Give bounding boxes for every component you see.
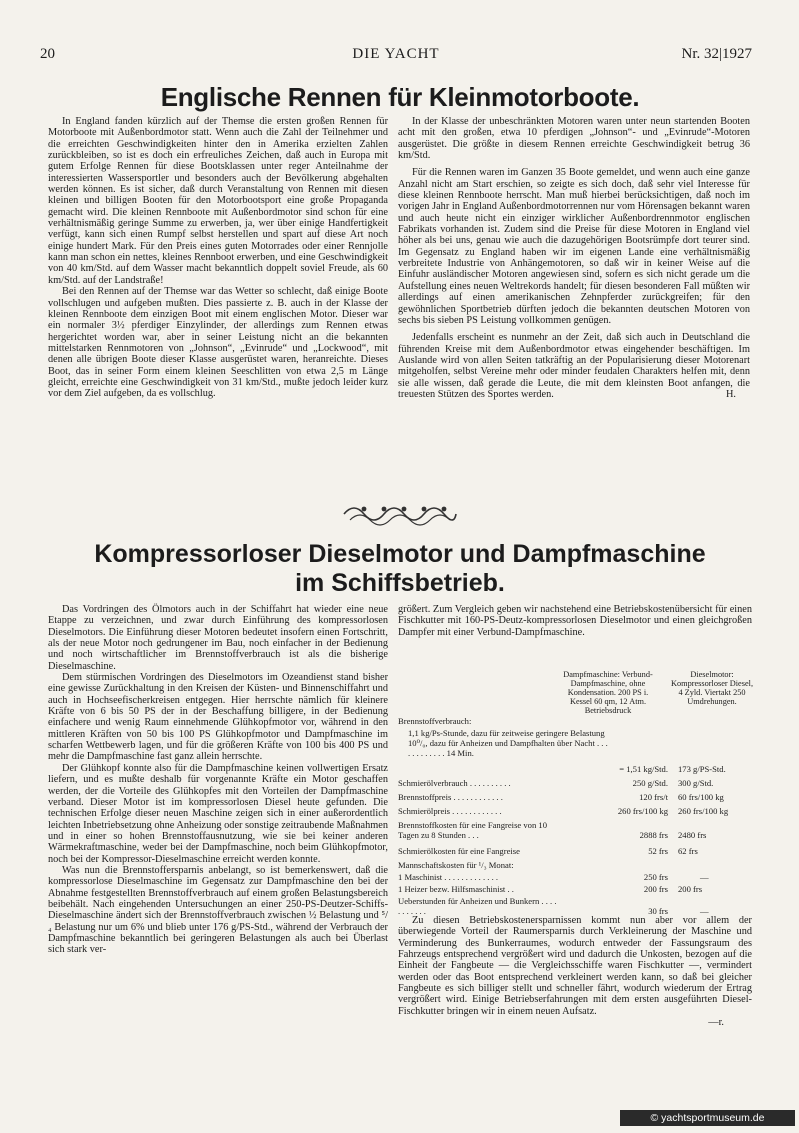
table-cell-label: 1,1 kg/Ps-Stunde, dazu für zeitweise geringere Belastung 10⁰/₀, dazu für Anheizen und Dampfhalten über Nacht . . . . . . . . . . . . 14 Min. xyxy=(408,728,608,758)
table-cell-diesel: — xyxy=(700,872,709,882)
paragraph: Das Vordringen des Ölmotors auch in der Schiffahrt hat wieder eine neue Etappe zu verzeichnen, und zwar durch Einführung des kompressorlosen Dieselmotors. Die Einführung dieser Motoren bedeutet insofern einen Fortschritt, als der neue Motor noch gedrungener im Bau, noch einfacher in der Bedienung und noch wirtschaftlicher im Brennstoffverbrauch ist als die bisherige Dieselmaschine. xyxy=(48,604,388,672)
table-cell-steam: 260 frs/100 kg xyxy=(617,806,668,816)
table-row xyxy=(398,820,758,842)
article2-title xyxy=(40,540,760,598)
article1-column-right xyxy=(398,116,750,401)
article1-title: Englische Rennen für Kleinmotorboote. xyxy=(160,82,640,112)
paragraph: In England fanden kürzlich auf der Themse die ersten großen Rennen für Motorboote mit Außenbordmotor statt. Wenn auch die Zahl der Teilnehmer und die erreichten Geschwindigkeiten hinter den in Amerika erzielten Zahlen zurückbleiben, so ist es doch ein erfreuliches Zeichen, daß auch in Europa mit gutem Erfolge Rennen für diese Bootsklassen unter reger Anteilnahme der interessierten Wassersportler und besonders auch der Bevölkerung abgehalten werden können. Es ist sicher, daß durch Veranstaltung von Rennen mit diesen kleinen und billigen Booten für den Motorbootsport eine große Propaganda gemacht wird. Die kleinen Rennboote mit Außenbordmotor sind schon für eine verhältnismäßig geringe Summe zu erwerben, ja, wer über einige Handfertigkeit verfügt, kann sich einen Rumpf selbst herstellen und spart auf diese Art noch einige hundert Mark. Für den Preis eines guten Motorrades oder einer Rennjolle kann man schon ein nettes, kleines Rennboot erwerben, und eine Geschwindigkeit von 40 km/Std. auf dem Wasser macht bekanntlich doppelt soviel Freude, als 60 km/Std. auf der Landstraße! xyxy=(48,116,388,286)
table-cell-steam: 120 frs/t xyxy=(639,792,668,802)
table-cell-label: Ueberstunden für Anheizen und Bunkern . . . . . . . . . . . xyxy=(398,896,557,916)
article2-column-right-intro xyxy=(398,604,752,638)
article2-column-right-end xyxy=(398,915,752,1028)
table-cell-label: Brennstoffverbrauch: xyxy=(398,716,472,726)
table-cell-diesel: 173 g/PS-Std. xyxy=(678,764,726,774)
table-cell-steam: 200 frs xyxy=(643,884,668,894)
paragraph: Dem stürmischen Vordringen des Dieselmotors im Ozeandienst stand bisher eine gewisse Zurückhaltung in den Kreisen der Küsten- und Binnenschiffahrt und auch in Hochseefischerkreisen entgegen. Hier herrschte nämlich für kleinere Kräfte von 6 bis 50 PS der in der Beschaffung billigere, in der Bedienung einfachere und wenig Raum einnehmende Glühkopfmotor vor, während in den mittleren Kräften von 50 bis 100 PS Glühkopfmotor und Dampfmaschine im scharfen Wettbewerb lagen, und für die größeren Kräfte von 100 bis 400 PS und mehr die Dampfmaschine fast ganz allein herrschte. xyxy=(48,672,388,763)
table-cell-label: Brennstoffpreis . . . . . . . . . . . . xyxy=(398,792,503,802)
table-cell-diesel: 60 frs/100 kg xyxy=(678,792,724,802)
table-cell-label: 1 Maschinist . . . . . . . . . . . . . xyxy=(398,872,499,882)
paragraph: Zu diesen Betriebskostenersparnissen kommt nun aber vor allem der überwiegende Vorteil der Raumersparnis durch Verkleinerung der Maschine und Verminderung des Bunkerraumes, wodurch entweder der Fassungsraum des Fahrzeugs entsprechend vergrößert wird und dadurch die Unkosten, bezogen auf die Einheit der Fangbeute — die Vergleichsschiffe waren Fischkutter —, vermindert werden oder das Boot entsprechend verkleinert werden kann, so daß bei gleicher Fangbeute es sich billiger stellt und schneller fährt, wodurch wiederum der Ertrag vergrößert wird. Einige Betriebserfahrungen mit dem ersten ausgeführten Diesel-Fischkutter bringen wir in einem neuen Aufsatz. xyxy=(398,915,752,1017)
table-cell-diesel: 260 frs/100 kg xyxy=(678,806,729,816)
table-cell-diesel: 2480 frs xyxy=(678,830,707,840)
article2-title-line2: im Schiffsbetrieb. xyxy=(295,569,505,597)
paragraph: In der Klasse der unbeschränkten Motoren waren unter neun startenden Booten acht mit den großen, etwa 10 pferdigen „Johnson“- und „Evinrude“-Motoren ausgerüstet. Die größte in diesem Rennen erreichte Geschwindigkeit betrug 36 km/Std. xyxy=(398,116,750,162)
table-cell-steam: = 1,51 kg/Std. xyxy=(619,764,668,774)
paragraph: Was nun die Brennstoffersparnis anbelangt, so ist bemerkenswert, daß die kompressorlose Dieselmaschine im Gegensatz zur Dampfmaschine den bei der Abnahme festgestellten Brennstoffverbrauch auf einem großen Belastungsbereich beibehält. Nach eingehenden Untersuchungen an einer 250-PS-Deutzer-Schiffs-Dieselmaschine ändert sich der Brennstoffverbrauch zwischen ½ Belastung und ⁵/₄ Belastung nur um 6% und blieb unter 176 g/PS-Std., während der Verbrauch der Dampfmaschine bekanntlich bei geringeren Belastungen als auch bei Überlast sich stark ver- xyxy=(48,864,388,956)
table-cell-diesel: — xyxy=(700,906,709,916)
table-header-steam: Dampfmaschine: Verbund-Dampfmaschine, ohne Kondensation. 200 PS i. Kessel 60 qm, 12 Atm. Betriebsdruck xyxy=(563,670,653,715)
article2-column-left xyxy=(48,604,388,956)
page-number: 20 xyxy=(40,46,55,62)
table-row xyxy=(398,896,758,916)
copyright-watermark: © yachtsportmuseum.de xyxy=(620,1110,795,1126)
table-cell-diesel: 62 frs xyxy=(678,846,698,856)
table-cell-label: Schmierölkosten für eine Fangreise xyxy=(398,846,520,856)
table-cell-steam: 250 g/Std. xyxy=(632,778,668,788)
paragraph: Der Glühkopf konnte also für die Dampfmaschine keinen vollwertigen Ersatz liefern, und es mußte deshalb für vorgenannte Kräfte ein Motor geschaffen werden, der die Vorteile des Glühkopfes mit den Vorteilen der Dampfmaschine verband. Dieser Motor ist im kompressorlosen Diesel heute gefunden. Die technischen Erfolge dieser neuen Maschine zeigen sich in einer außerordentlich leichten Inbetriebsetzung ohne Anheizung oder sonstige zeitraubende Maßnahmen und in einer so hohen Brennstoffausnutzung, wie sie bei keiner anderen Wärmekraftmaschine, weder bei der Dampfmaschine, noch beim Glühkopfmotor, noch bei der Kompressor-Dieselmaschine erreicht werden konnte. xyxy=(48,762,388,865)
table-row xyxy=(398,728,758,772)
table-cell-steam: 2888 frs xyxy=(639,830,668,840)
table-cell-label: Schmierölverbrauch . . . . . . . . . . xyxy=(398,778,511,788)
table-cell-label: Schmierölpreis . . . . . . . . . . . . xyxy=(398,806,502,816)
article1-column-left xyxy=(48,116,388,400)
table-cell-steam: 30 frs xyxy=(648,906,668,916)
magazine-title: DIE YACHT xyxy=(352,46,440,62)
table-header-diesel: Dieselmotor: Kompressorloser Diesel, 4 Zyld. Viertakt 250 Umdrehungen. xyxy=(670,670,754,706)
article1-signature: H. xyxy=(725,389,736,401)
article2-signature: —r. xyxy=(708,1017,724,1029)
table-cell-diesel: 200 frs xyxy=(678,884,703,894)
article2-title-line1: Kompressorloser Dieselmotor und Dampfmaschine xyxy=(94,540,706,568)
table-cell-diesel: 300 g/Std. xyxy=(678,778,714,788)
table-cell-label: Brennstoffkosten für eine Fangreise von 10 Tagen zu 8 Stunden . . . xyxy=(398,820,548,840)
decorative-wave-ornament-icon xyxy=(340,500,460,526)
table-cell-label: 1 Heizer bezw. Hilfsmaschinist . . xyxy=(398,884,514,894)
paragraph: größert. Zum Vergleich geben wir nachstehend eine Betriebskostenübersicht für einen Fischkutter mit 160-PS-Deutz-kompressorlosen Dieselmotor und einen gleichgroßen Dampfer mit einer Verbund-Dampfmaschine. xyxy=(398,604,752,638)
paragraph: Für die Rennen waren im Ganzen 35 Boote gemeldet, und wenn auch eine ganze Anzahl nicht am Start erschien, so zeigte es sich doch, daß sehr viel Interesse für diese kleinen Rennboote herrscht. Man muß hierbei berücksichtigen, daß noch im vorigen Jahr in England Außenbordmotorrennen nur vom Hörensagen bekannt waren und auch heute nicht ein einziger wirklicher Außenbordrennmotor englischen Fabrikats vorhanden ist. Zudem sind die Preise für diese Motoren in England viel höher als bei uns, genau wie auch die dazugehörigen Bootsrümpfe dort teurer sind. Im Gegensatz zu England haben wir im eigenen Lande eine verhältnismäßig verbreitete Industrie von Anhängemotoren, so daß wir in keiner Weise auf die Einfuhr ausländischer Motoren angewiesen sind, sofern es sich nicht gerade um die Aufstellung eines neuen Weltrekords handelt; für diesen besonderen Fall müßten wir allerdings auf einen amerikanischen Zehnpferder zurückgreifen; für den gewöhnlichen Sportbetrieb dürften jedoch die bekannten deutschen Motoren von sechs bis sieben PS Leistung vollkommen genügen. xyxy=(398,167,750,326)
table-cell-steam: 52 frs xyxy=(648,846,668,856)
paragraph: Jedenfalls erscheint es nunmehr an der Zeit, daß sich auch in Deutschland die führenden Kreise mit dem Außenbordmotor etwas eingehender beschäftigen. Im Auslande wird von allen Seiten tatkräftig an der Popularisierung dieser Motorenart mitgeholfen, selbst Vereine mehr oder minder feudalen Charakters helfen mit, denn sie alle wissen, daß gerade die Leute, die mit dem kleinsten Boot anfangen, die treuesten Stützen des Sportes werden. xyxy=(398,332,750,400)
running-header xyxy=(40,46,752,66)
issue-number: Nr. 32|1927 xyxy=(681,46,752,62)
table-cell-label: Mannschaftskosten für ¹/₃ Monat: xyxy=(398,860,514,870)
table-cell-steam: 250 frs xyxy=(643,872,668,882)
paragraph: Bei den Rennen auf der Themse war das Wetter so schlecht, daß einige Boote vollschlugen und aufgeben mußten. Dies passierte z. B. auch in der Klasse der kleinen Rennboote dem einzigen Boot mit einem englischen Motor. Dieser war ein normaler 3½ pferdiger Einzylinder, der allerdings zum Rennen etwas hergerichtet worden war, aber in seiner Leistung nicht an die bekannten mittelstarken Rennmotoren von „Johnson“, „Evinrude“ und „Lockwood“, mit denen alle übrigen Boote dieser Klasse ausgerüstet waren, heranreichte. Dieses Boot, das in seiner Form einem kleinen Seeschlitten von etwa 2,5 m Länge gleicht, erreichte eine Geschwindigkeit von 31 km/Std., mußte jedoch leider kurz vor dem Ziel aufgeben, da es vollschlug. xyxy=(48,286,388,400)
